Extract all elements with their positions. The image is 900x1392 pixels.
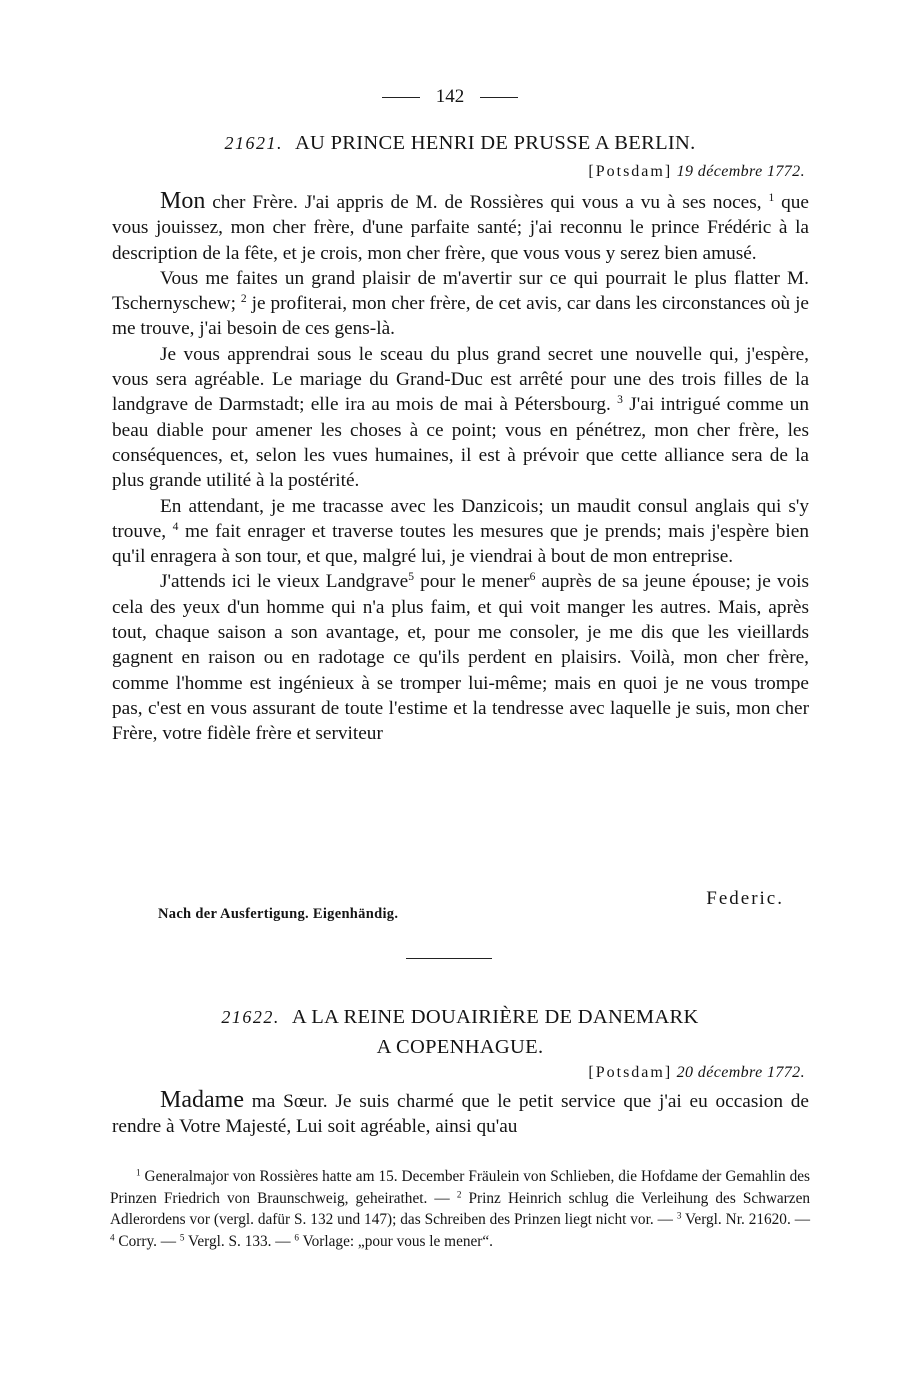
signature: Federic. (706, 888, 784, 909)
letter-number: 21622. (221, 1007, 280, 1027)
letter-heading-21622 (110, 1002, 810, 1062)
dateline-place: [Potsdam] (588, 163, 673, 180)
footnote-marker: 6 (294, 1232, 300, 1242)
footnote-marker: 3 (617, 393, 623, 407)
footnote-marker: 2 (456, 1189, 462, 1199)
footnote-marker: 1 (136, 1167, 141, 1178)
dateline-21622 (588, 1064, 805, 1082)
source-note: Nach der Ausfertigung. Eigenhändig. (158, 906, 399, 922)
page-header (0, 86, 900, 108)
letter-title: AU PRINCE HENRI DE PRUSSE A BERLIN. (294, 132, 696, 154)
dateline-date: 19 décembre 1772. (676, 163, 805, 180)
letter-body-21622 (112, 1088, 809, 1140)
footnote-marker: 3 (676, 1210, 682, 1221)
footnote-marker: 5 (408, 570, 415, 584)
letter-body-21621 (112, 189, 809, 747)
footnotes (110, 1166, 810, 1252)
letter-heading-21621 (110, 128, 810, 158)
footnote-marker: 1 (768, 191, 775, 205)
footnote-marker: 4 (172, 519, 179, 533)
paragraph: Mon cher Frère. J'ai appris de M. de Rossières qui vous a vu à ses noces, $^1$ que vous jouissez, mon cher frère, d'une parfaite santé; j'ai reconnu le prince Frédéric à la description de la fête, et je crois, mon cher frère, que vous vous y serez bien amusé. (112, 188, 809, 264)
footnote-text: $^1$ Generalmajor von Rossières hatte am 15. December Fräulein von Schlieben, die Hofdame der Gemahlin des Prinzen Friedrich von Braunschweig, geheirathet. — $^2$ Prinz Heinrich schlug die Verleihung des Schwarzen Adlerordens vor (vergl. dafür S. 132 und 147); das Schreiben des Prinzen liegt nicht vor. — $^3$ Vergl. Nr. 21620. — $^4$ Corry. — $^5$ Vergl. S. 133. — $^6$ Vorlage: „pour vous le mener“. (110, 1167, 811, 1250)
header-rule-left (382, 97, 420, 98)
paragraph: J'attends ici le vieux Landgrave$^5$ pour le mener$^6$ auprès de sa jeune épouse; je vois cela des yeux d'un homme qui n'a plus faim, et qui voit manger les autres. Mais, après tout, chaque saison a son avantage, et, pour me consoler, je me dis que les vieillards gagnent en raison ou en radotage ce qu'ils perdent en plaisirs. Voilà, mon cher frère, comme l'homme est ingénieux à se tromper lui-même; mais en quoi je ne vous trompe pas, c'est en vous assurant de toute l'estime et la tendresse avec laquelle je suis, mon cher Frère, votre fidèle frère et serviteur (112, 570, 809, 745)
footnote-marker: 4 (110, 1232, 115, 1242)
header-rule-right (480, 97, 518, 98)
dateline-place: [Potsdam] (588, 1064, 673, 1081)
footnote-marker: 5 (179, 1232, 185, 1242)
paragraph: Je vous apprendrai sous le sceau du plus grand secret une nouvelle qui, j'espère, vous sera agréable. Le mariage du Grand-Duc est arrêté pour une des trois filles de la landgrave de Darmstadt; elle ira au mois de mai à Pétersbourg. $^3$ J'ai intrigué comme un beau diable pour amener les choses à ce point; vous en pénétrez, mon cher frère, les conséquences, et, selon les vues humaines, il est à prévoir que cette alliance sera de la plus grande utilité à la postérité. (112, 343, 809, 492)
dateline-date: 20 décembre 1772. (676, 1064, 805, 1081)
footnote-marker: 2 (240, 292, 247, 306)
paragraph: En attendant, je me tracasse avec les Danzicois; un maudit consul anglais qui s'y trouve, $^4$ me fait enrager et traverse toutes les mesures que je prends; mais j'espère bien qu'il enragera à son tour, et que, malgré lui, je viendrai à bout de mon entreprise. (112, 495, 809, 568)
page-number: 142 (435, 86, 465, 107)
paragraph: Vous me faites un grand plaisir de m'avertir sur ce qui pourrait le plus flatter M. Tschernyschew; $^2$ je profiterai, mon cher frère, de cet avis, car dans les circonstances où je me trouve, j'ai besoin de ces gens-là. (112, 267, 809, 340)
letter-separator (406, 958, 492, 959)
letter-title-line2: A COPENHAGUE. (376, 1036, 544, 1058)
letter-title: A LA REINE DOUAIRIÈRE DE DANEMARK (291, 1006, 699, 1028)
letter-number: 21621. (224, 133, 283, 153)
dateline-21621 (588, 163, 805, 181)
footnote-marker: 6 (529, 570, 536, 584)
paragraph: Madame ma Sœur. Je suis charmé que le petit service que j'ai eu occasion de rendre à Votre Majesté, Lui soit agréable, ainsi qu'au (112, 1087, 809, 1138)
